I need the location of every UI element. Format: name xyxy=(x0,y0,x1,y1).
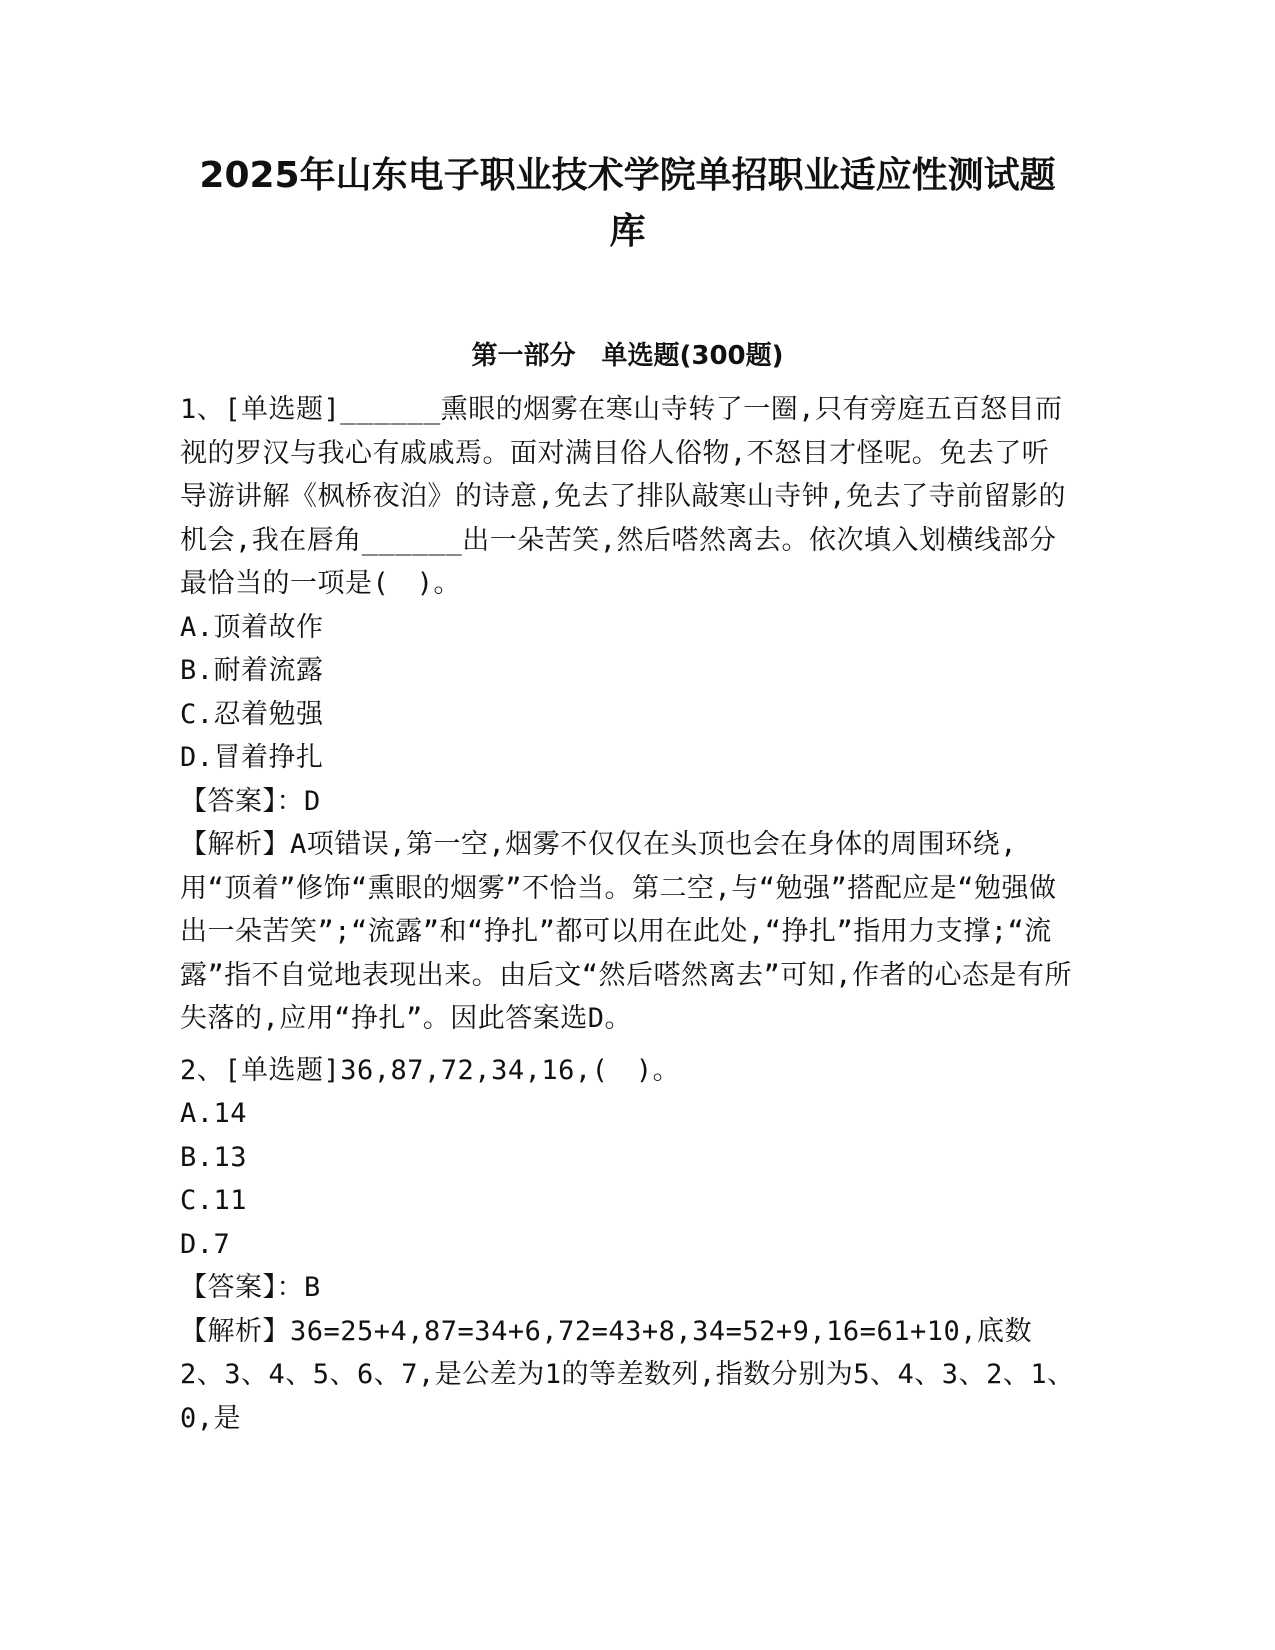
question-1 xyxy=(180,388,1075,1041)
option-a: A.14 xyxy=(180,1098,248,1129)
section-title: 第一部分 单选题(300题) xyxy=(471,341,784,371)
question-stem: 1、[单选题]______熏眼的烟雾在寒山寺转了一圈,只有旁庭五百怒目而视的罗汉与我心有戚戚焉。面对满目俗人俗物,不怒目才怪呢。免去了听导游讲解《枫桥夜泊》的诗意,免去了排队敲寒山寺钟,免去了寺前留影的机会,我在唇角______出一朵苦笑,然后嗒然离去。依次填入划横线部分最恰当的一项是( )。 xyxy=(180,394,1067,599)
option-b: B.13 xyxy=(180,1141,248,1173)
option-d: D.7 xyxy=(180,1228,231,1260)
option-a: A.顶着故作 xyxy=(180,611,324,643)
analysis: 【解析】36=25+4,87=34+6,72=43+8,34=52+9,16=61+10,底数2、3、4、5、6、7,是公差为1的等差数列,指数分别为5、4、3、2、1、0,是 xyxy=(180,1315,1075,1434)
document-title-line-1: 2025年山东电子职业技术学院单招职业适应性测试题 xyxy=(199,155,1056,196)
question-list xyxy=(180,388,1075,1440)
document-title xyxy=(180,148,1075,260)
analysis: 【解析】A项错误,第一空,烟雾不仅仅在头顶也会在身体的周围环绕,用“顶着”修饰“熏眼的烟雾”不恰当。第二空,与“勉强”搭配应是“勉强做出一朵苦笑”;“流露”和“挣扎”都可以用在此处,“挣扎”指用力支撑;“流露”指不自觉地表现出来。由后文“然后嗒然离去”可知,作者的心态是有所失落的,应用“挣扎”。因此答案选D。 xyxy=(180,829,1073,1034)
option-c: C.11 xyxy=(180,1185,248,1216)
option-c: C.忍着勉强 xyxy=(180,698,324,730)
answer: 【答案】：D xyxy=(180,785,321,817)
question-2 xyxy=(180,1049,1075,1441)
document-title-line-2: 库 xyxy=(609,211,646,252)
answer: 【答案】：B xyxy=(180,1272,321,1303)
question-stem: 2、[单选题]36,87,72,34,16,( )。 xyxy=(180,1054,681,1086)
option-d: D.冒着挣扎 xyxy=(180,742,324,773)
option-b: B.耐着流露 xyxy=(180,655,324,686)
